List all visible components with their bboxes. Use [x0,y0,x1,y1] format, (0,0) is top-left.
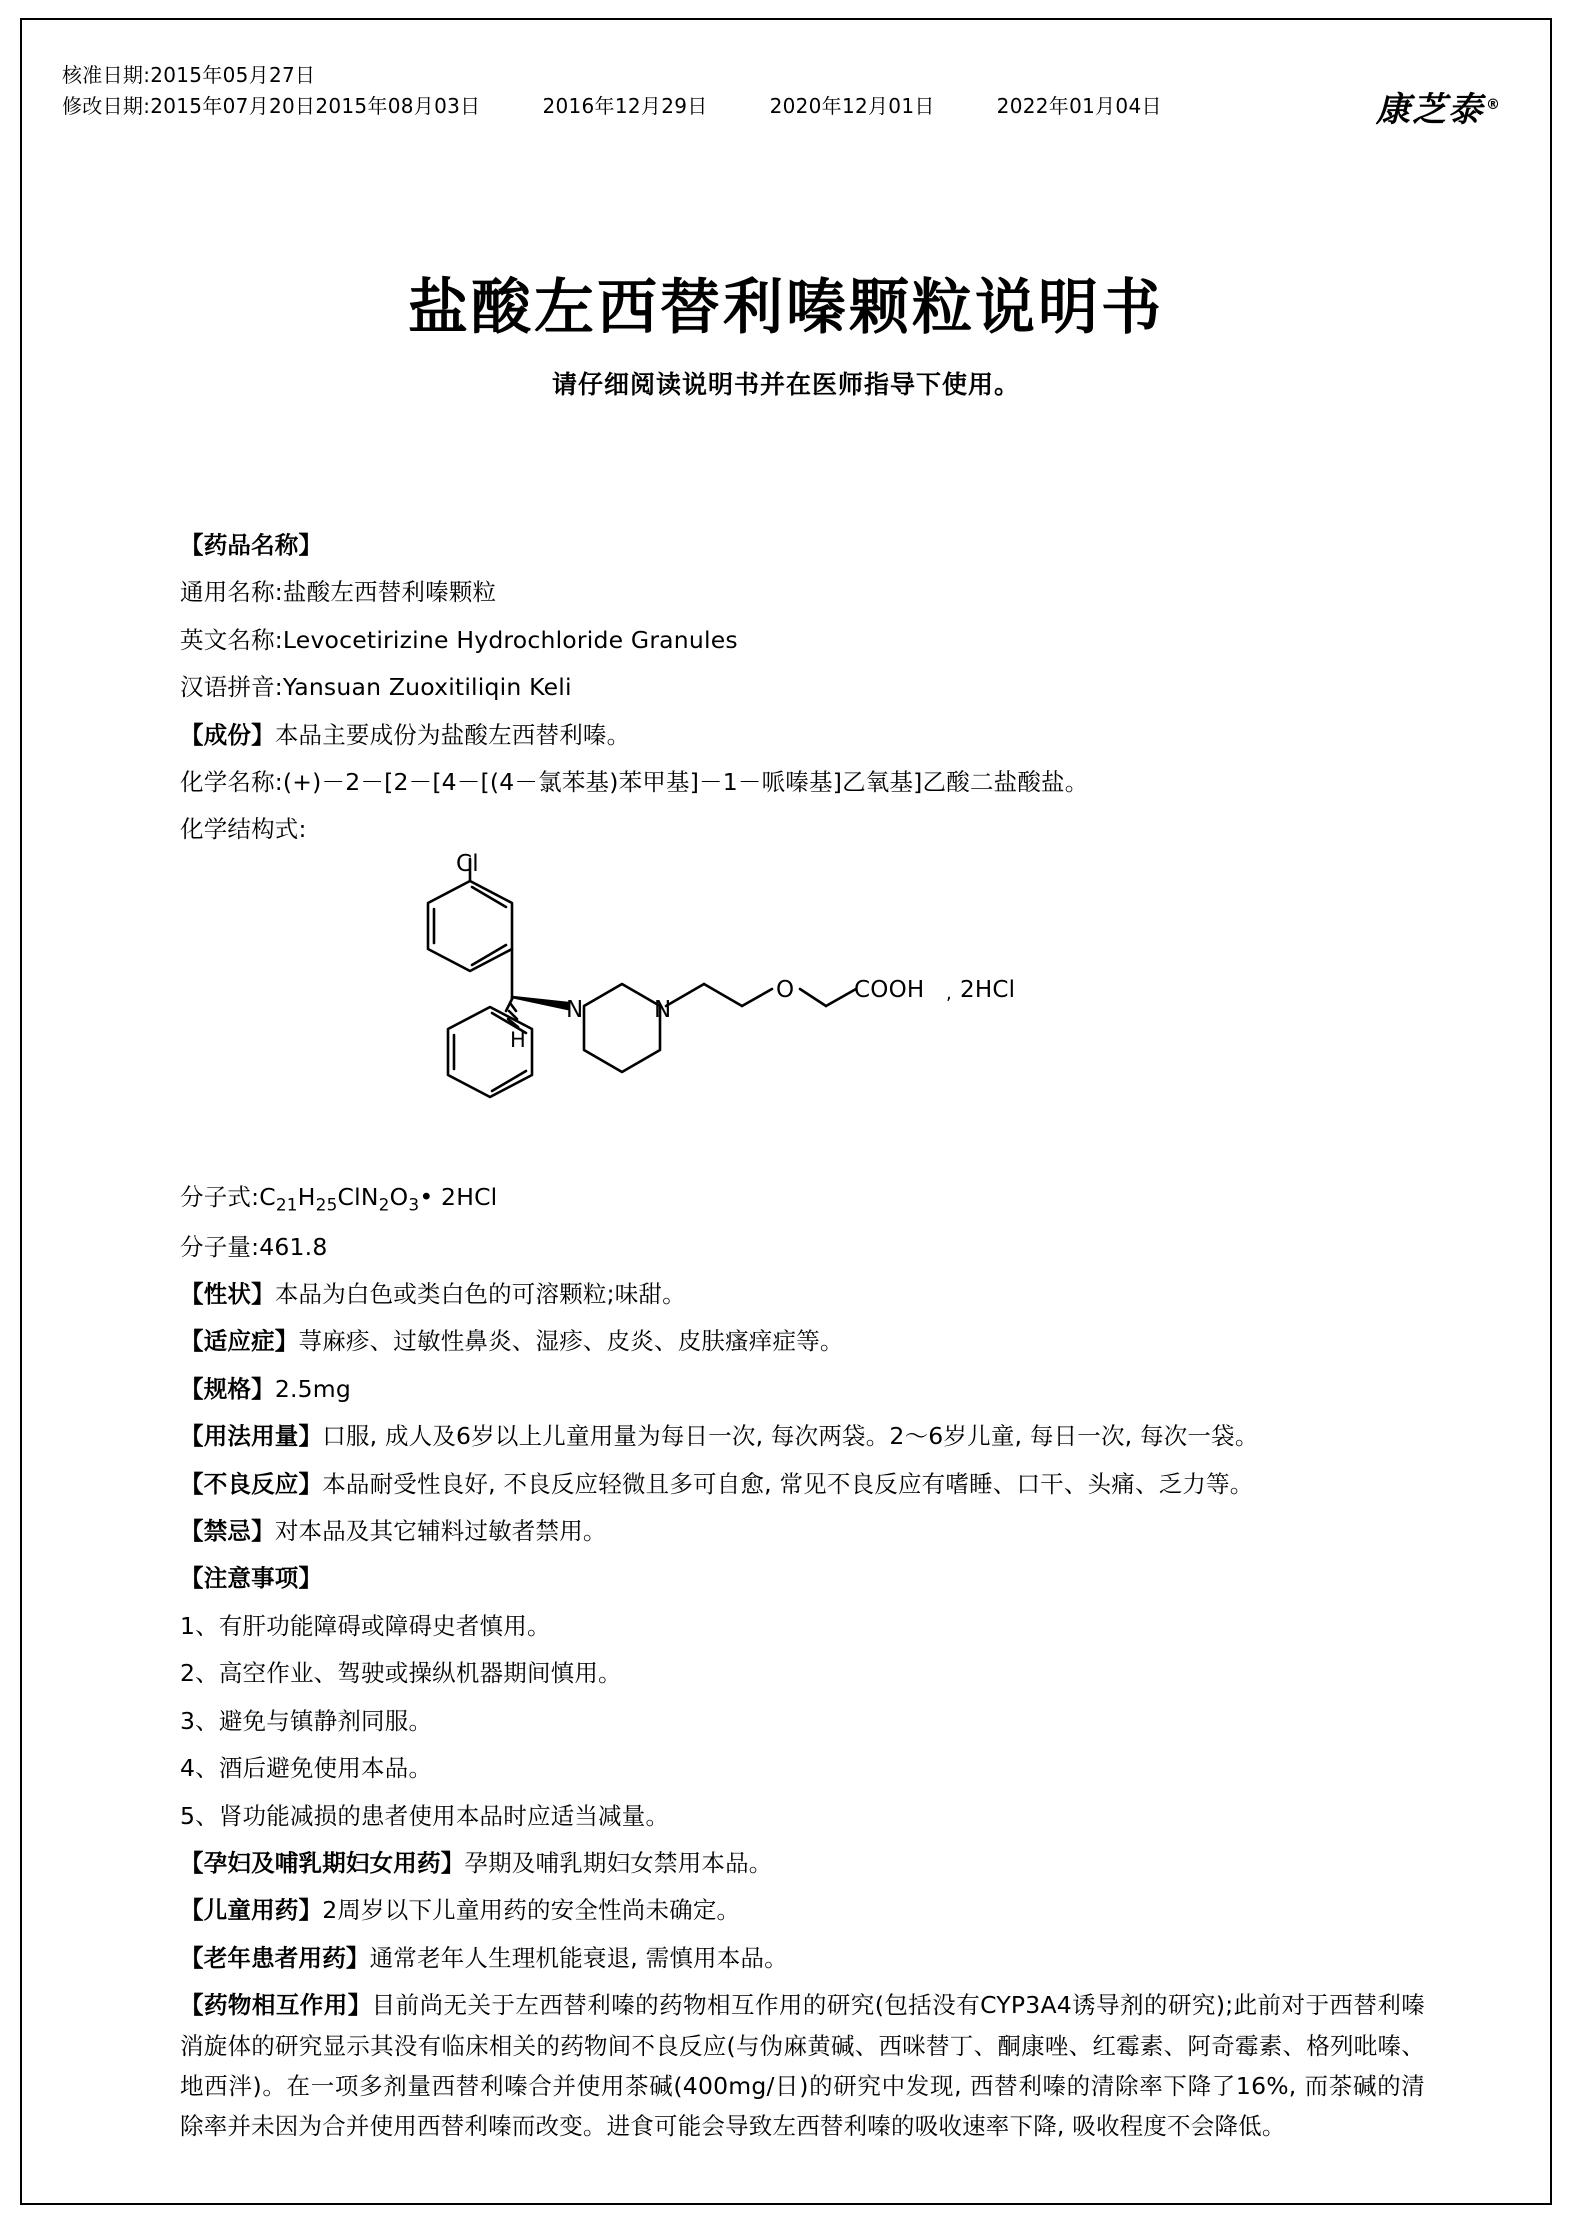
section-ingredients [180,715,1425,755]
precaution-item: 2、高空作业、驾驶或操纵机器期间慎用。 [180,1659,622,1688]
chemical-structure-svg [360,851,1100,1151]
section-pediatric-heading: 【儿童用药】 [180,1896,323,1925]
document-body [180,525,1425,2154]
formula-h: H [297,1182,316,1211]
molecular-formula [180,1177,1425,1220]
precaution-item: 3、避免与镇静剂同服。 [180,1706,433,1735]
section-indications-text: 荨麻疹、过敏性鼻炎、湿疹、皮炎、皮肤瘙痒症等。 [298,1327,844,1356]
approval-date: 核准日期:2015年05月27日 [62,63,316,87]
section-pregnancy-text: 孕期及哺乳期妇女禁用本品。 [464,1848,773,1877]
atom-label-2hcl: 2HCl [960,976,1016,1003]
section-contraindications-heading: 【禁忌】 [180,1517,275,1546]
section-interactions-text: 目前尚无关于左西替利嗪的药物相互作用的研究(包括没有CYP3A4诱导剂的研究);此前对于西替利嗪消旋体的研究显示其没有临床相关的药物间不良反应(与伪麻黄碱、西咪替丁、酮康唑、红霉素、阿奇霉素、格列吡嗪、地西泮)。在一项多剂量西替利嗪合并使用茶碱(400mg/日)的研究中发现, 西替利嗪的清除率下降了16%, 而茶碱的清除率并未因为合并使用西替利嗪而改变。进食可能会导致左西替利嗪的吸收速率下降, 吸收程度不会降低。 [180,1991,1425,2141]
section-indications [180,1321,1425,1361]
section-dosage-heading: 【用法用量】 [180,1422,323,1451]
atom-label-h: H [510,1027,526,1052]
revision-date-list [315,91,1161,122]
section-adverse [180,1464,1425,1504]
section-interactions [180,1985,1425,2147]
page-border [20,18,1552,2205]
formula-n-sub: 2 [378,1194,390,1215]
revision-date-4: 2022年01月04日 [996,94,1162,118]
revision-date-3: 2020年12月01日 [769,94,935,118]
revision-date-1: 2015年08月03日 [315,94,481,118]
section-pediatric [180,1890,1425,1930]
section-contraindications [180,1511,1425,1551]
molecular-formula-label: 分子式: [180,1182,260,1211]
section-adverse-heading: 【不良反应】 [180,1469,323,1498]
document-header [62,60,1502,130]
atom-label-cooh: COOH [854,976,925,1003]
section-geriatric [180,1938,1425,1978]
section-pregnancy [180,1843,1425,1883]
atom-label-separator: , [946,982,952,1004]
section-spec-heading: 【规格】 [180,1374,275,1403]
pinyin-name: 汉语拼音:Yansuan Zuoxitiliqin Keli [180,673,572,702]
section-dosage-text: 口服, 成人及6岁以上儿童用量为每日一次, 每次两袋。2～6岁儿童, 每日一次, 每次一袋。 [322,1422,1259,1451]
molecular-weight: 分子量:461.8 [180,1232,328,1261]
formula-c: C [259,1182,276,1211]
revision-date: 修改日期:2015年07月20日 [62,94,316,118]
section-pregnancy-heading: 【孕妇及哺乳期妇女用药】 [180,1848,465,1877]
formula-h-sub: 25 [315,1194,338,1215]
section-contraindications-text: 对本品及其它辅料过敏者禁用。 [274,1517,607,1546]
section-drug-name-heading: 【药品名称】 [180,531,323,559]
precaution-item: 5、肾功能减损的患者使用本品时应适当减量。 [180,1801,670,1830]
page-subtitle: 请仔细阅读说明书并在医师指导下使用。 [551,370,1020,399]
revision-date-2: 2016年12月29日 [542,94,708,118]
atom-label-o: O [776,976,795,1003]
atom-label-cl: Cl [456,850,479,877]
precaution-item: 4、酒后避免使用本品。 [180,1754,433,1783]
section-precautions-heading: 【注意事项】 [180,1564,323,1593]
revision-date-row [62,91,1502,122]
english-name: 英文名称:Levocetirizine Hydrochloride Granules [180,625,738,654]
structure-label: 化学结构式: [180,815,307,844]
atom-label-n1: N [566,996,584,1023]
registered-mark-icon: ® [1486,96,1502,113]
approval-date-row [62,60,1502,91]
section-geriatric-heading: 【老年患者用药】 [180,1943,370,1972]
section-properties-heading: 【性状】 [180,1280,275,1309]
section-spec [180,1369,1425,1409]
formula-o: O [389,1182,409,1211]
chemical-structure-figure [180,850,1425,1167]
precaution-item: 1、有肝功能障碍或障碍史者慎用。 [180,1611,551,1640]
section-ingredients-heading: 【成份】 [180,720,275,749]
section-properties [180,1274,1425,1314]
formula-salt: • 2HCl [419,1182,498,1211]
page-title: 盐酸左西替利嗪颗粒说明书 [408,273,1164,343]
brand-name: 康芝泰 [1376,90,1484,130]
section-properties-text: 本品为白色或类白色的可溶颗粒;味甜。 [274,1280,686,1309]
section-adverse-text: 本品耐受性良好, 不良反应轻微且多可自愈, 常见不良反应有嗜睡、口干、头痛、乏力等。 [322,1469,1254,1498]
brand-logo [1376,82,1502,131]
formula-cln: ClN [337,1182,379,1211]
chemical-name: 化学名称:(+)－2－[2－[4－[(4－氯苯基)苯甲基]－1－哌嗪基]乙氧基]乙酸二盐酸盐。 [180,768,1089,797]
atom-label-n2: N [654,996,672,1023]
section-indications-heading: 【适应症】 [180,1327,299,1356]
section-interactions-heading: 【药物相互作用】 [180,1991,372,2020]
section-dosage [180,1416,1425,1456]
section-geriatric-text: 通常老年人生理机能衰退, 需慎用本品。 [369,1943,788,1972]
formula-o-sub: 3 [408,1194,420,1215]
section-spec-text: 2.5mg [274,1374,351,1403]
formula-c-sub: 21 [275,1194,298,1215]
section-ingredients-text: 本品主要成份为盐酸左西替利嗪。 [274,720,631,749]
section-pediatric-text: 2周岁以下儿童用药的安全性尚未确定。 [322,1896,741,1925]
generic-name: 通用名称:盐酸左西替利嗪颗粒 [180,578,497,607]
